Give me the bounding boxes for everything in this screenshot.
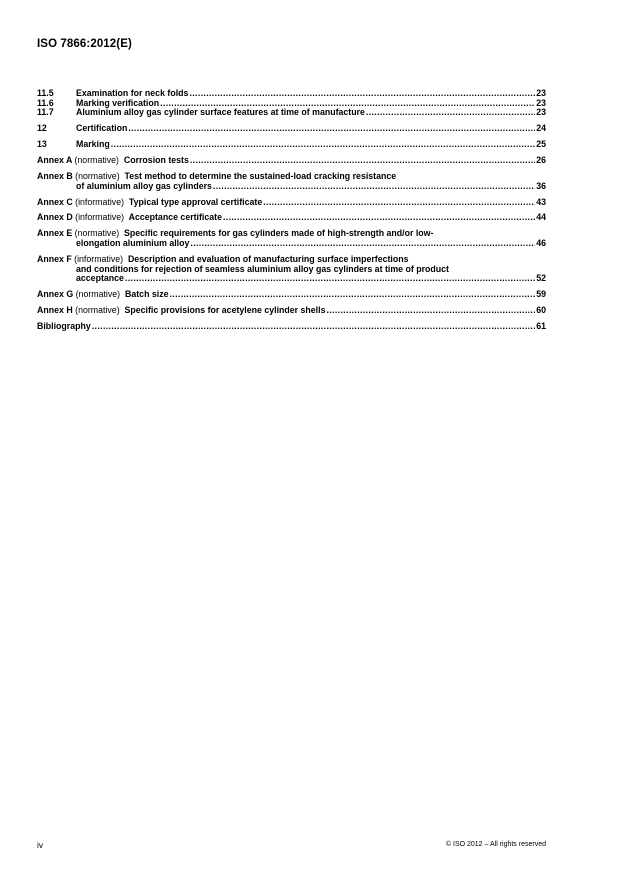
toc-entry-title: Marking: [76, 139, 110, 150]
table-of-contents: [37, 89, 546, 332]
toc-entry-11-7[interactable]: [37, 108, 546, 118]
toc-entry-page: 26: [536, 155, 546, 166]
document-header: ISO 7866:2012(E): [37, 38, 132, 50]
annex-label: Annex D: [37, 212, 73, 223]
toc-entry-bibliography[interactable]: [37, 322, 546, 332]
toc-entry-page: 23: [536, 88, 546, 98]
toc-entry-title: Marking verification: [76, 97, 160, 108]
toc-entry-page: 44: [536, 212, 546, 223]
toc-entry-page: 36: [536, 180, 546, 191]
annex-label: Annex C: [37, 196, 73, 207]
toc-entry-annex-e-cont[interactable]: [37, 239, 546, 249]
toc-entry-13[interactable]: [37, 140, 546, 150]
dot-leader: [326, 306, 535, 316]
copyright-notice: © ISO 2012 – All rights reserved: [445, 841, 546, 848]
annex-type: (normative): [75, 289, 121, 300]
dot-leader: [366, 108, 535, 118]
annex-label: Annex B: [37, 170, 73, 181]
toc-entry-number: 11.6: [37, 97, 54, 108]
annex-title: Specific requirements for gas cylinders made of high-strength and/or low-: [124, 228, 434, 239]
toc-entry-title: [37, 198, 262, 208]
toc-entry-title: Aluminium alloy gas cylinder surface features at time of manufacture: [76, 107, 365, 118]
annex-label: Annex E: [37, 228, 73, 239]
dot-leader: [213, 182, 535, 192]
toc-entry-page: 59: [536, 289, 546, 300]
toc-entry-annex-a[interactable]: [37, 156, 546, 166]
annex-title-continued: elongation aluminium alloy: [76, 238, 190, 249]
dot-leader: [223, 213, 535, 223]
dot-leader: [170, 290, 536, 300]
toc-entry-page: 43: [536, 196, 546, 207]
annex-title: Test method to determine the sustained-load cracking resistance: [124, 170, 397, 181]
toc-entry-annex-c[interactable]: [37, 198, 546, 208]
annex-label: Annex H: [37, 305, 73, 316]
toc-entry-title: [37, 306, 325, 316]
annex-title: Typical type approval certificate: [128, 196, 263, 207]
annex-type: (informative): [74, 253, 124, 264]
toc-entry-page: 23: [536, 107, 546, 118]
dot-leader: [263, 198, 535, 208]
toc-entry-number: 11.5: [37, 88, 54, 98]
annex-title-continued: of aluminium alloy gas cylinders: [76, 180, 212, 191]
annex-label: Annex G: [37, 289, 74, 300]
toc-entry-annex-f-cont2[interactable]: [37, 274, 546, 284]
annex-type: (normative): [74, 155, 119, 166]
annex-type: (informative): [75, 212, 125, 223]
annex-label: Annex F: [37, 253, 72, 264]
toc-entry-title: [37, 156, 189, 166]
toc-entry-page: 46: [536, 238, 546, 249]
page-number: iv: [37, 840, 44, 850]
dot-leader: [111, 140, 535, 150]
annex-title: Description and evaluation of manufacturing surface imperfections: [127, 253, 409, 264]
annex-title: Batch size: [125, 289, 169, 300]
dot-leader: [190, 156, 535, 166]
toc-entry-title: [37, 290, 169, 300]
toc-entry-page: 24: [536, 123, 546, 134]
annex-type: (normative): [74, 228, 120, 239]
dot-leader: [189, 89, 535, 99]
toc-entry-title: Bibliography: [37, 321, 91, 332]
toc-entry-page: 61: [536, 321, 546, 332]
dot-leader: [128, 124, 535, 134]
toc-entry-title: [37, 213, 222, 223]
toc-entry-annex-g[interactable]: [37, 290, 546, 300]
annex-type: (normative): [75, 305, 120, 316]
dot-leader: [190, 239, 535, 249]
toc-entry-annex-d[interactable]: [37, 213, 546, 223]
toc-entry-number: 13: [37, 139, 47, 150]
toc-entry-number: 12: [37, 123, 47, 134]
toc-entry-page: 60: [536, 305, 546, 316]
annex-title: Acceptance certificate: [128, 212, 222, 223]
annex-title: Corrosion tests: [123, 155, 189, 166]
toc-entry-12[interactable]: [37, 124, 546, 134]
annex-title-continued: and conditions for rejection of seamless aluminium alloy gas cylinders at time of product: [76, 263, 449, 274]
toc-entry-page: 23: [536, 97, 546, 108]
toc-entry-number: 11.7: [37, 107, 54, 118]
dot-leader: [125, 274, 535, 284]
toc-entry-title: Examination for neck folds: [76, 88, 189, 98]
toc-entry-annex-b-cont[interactable]: [37, 182, 546, 192]
annex-title: Specific provisions for acetylene cylinder shells: [124, 305, 326, 316]
annex-type: (informative): [75, 196, 125, 207]
annex-title-continued: acceptance: [76, 273, 124, 284]
annex-label: Annex A: [37, 155, 73, 166]
toc-entry-title: Certification: [76, 123, 128, 134]
toc-entry-page: 52: [536, 273, 546, 284]
toc-entry-annex-h[interactable]: [37, 306, 546, 316]
dot-leader: [92, 322, 535, 332]
annex-type: (normative): [75, 170, 120, 181]
toc-entry-page: 25: [536, 139, 546, 150]
